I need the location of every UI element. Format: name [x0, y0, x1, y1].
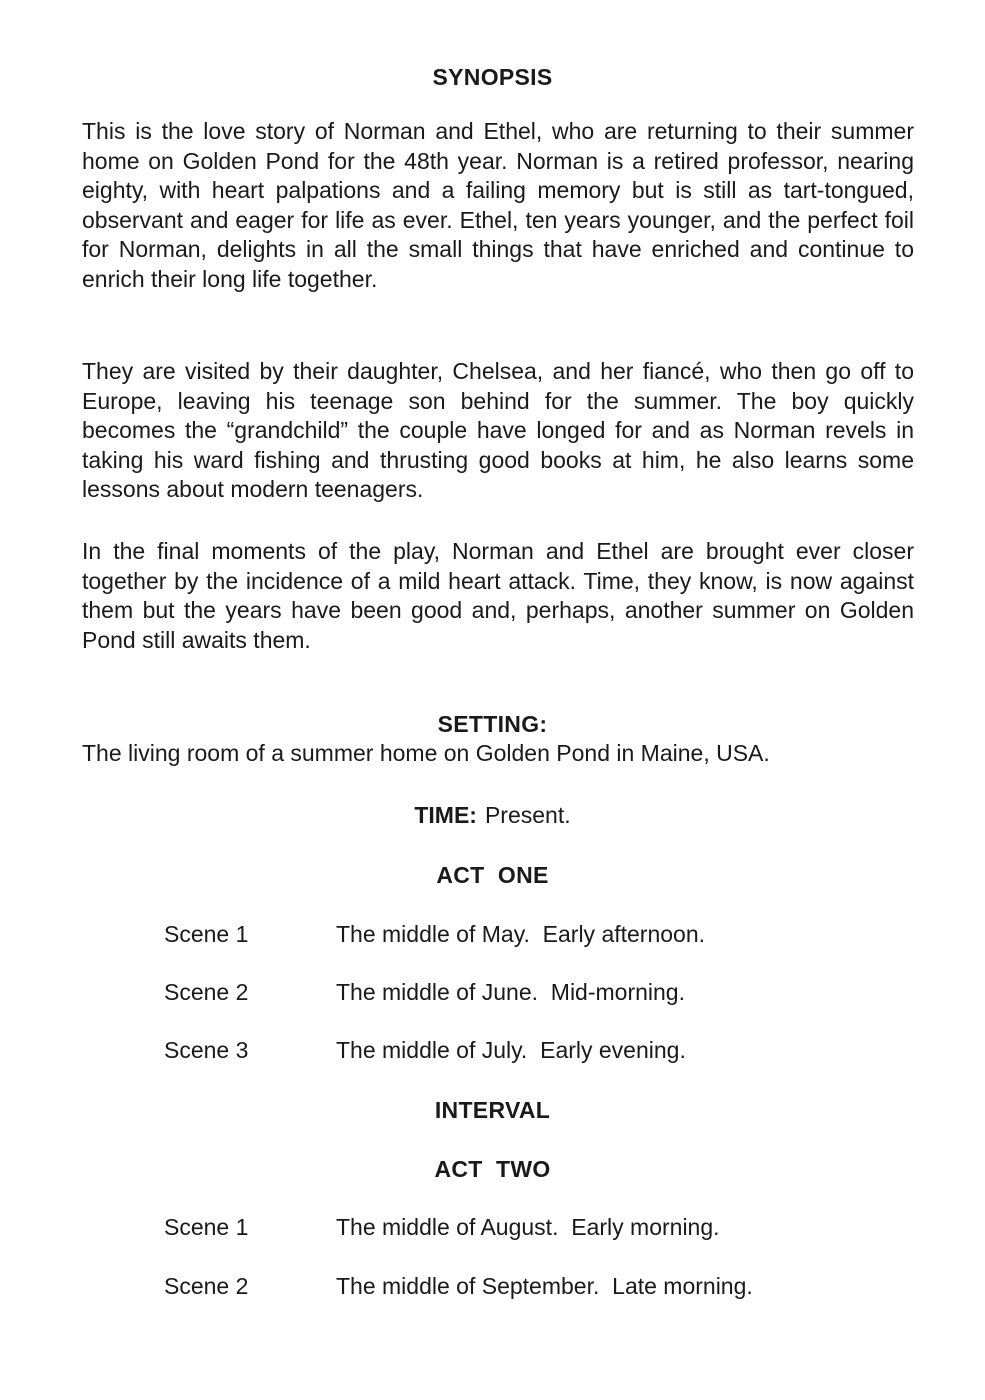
scene-label: Scene 1: [164, 1214, 249, 1240]
scene-label: Scene 1: [164, 921, 249, 947]
scene-label: Scene 2: [164, 979, 249, 1005]
time-value: Present.: [484, 802, 571, 828]
setting-description: The living room of a summer home on Golden Pond in Maine, USA.: [82, 740, 770, 766]
scene-label: Scene 3: [164, 1037, 249, 1063]
time-label: TIME:: [414, 802, 477, 828]
synopsis-paragraph-2: They are visited by their daughter, Chelsea, and her fiancé, who then go off to Europe, leaving his teenage son behind for the summer. The boy quickly becomes the “grandchild” the couple have longed for and as Norman revels in taking his ward fishing and thrusting good books at him, he also learns some lessons about modern teenagers.: [82, 358, 914, 503]
synopsis-heading: SYNOPSIS: [432, 64, 553, 90]
act-one-heading: ACT ONE: [436, 862, 549, 888]
scene-description: The middle of June. Mid-morning.: [336, 979, 685, 1005]
setting-heading: SETTING:: [437, 711, 548, 737]
scene-label: Scene 2: [164, 1273, 249, 1299]
scene-description: The middle of May. Early afternoon.: [336, 921, 706, 947]
synopsis-paragraph-1: This is the love story of Norman and Ethel, who are returning to their summer home on Golden Pond for the 48th year. Norman is a retired professor, nearing eighty, with heart palpations and a failing memory but is still as tart-tongued, observant and eager for life as ever. Ethel, ten years younger, and the perfect foil for Norman, delights in all the small things that have enriched and continue to enrich their long life together.: [82, 118, 914, 292]
act-two-heading: ACT TWO: [434, 1156, 551, 1182]
interval-heading: INTERVAL: [434, 1097, 551, 1123]
synopsis-paragraph-3: In the final moments of the play, Norman and Ethel are brought ever closer together by the incidence of a mild heart attack. Time, they know, is now against them but the years have been good and, perhaps, another summer on Golden Pond still awaits them.: [82, 538, 914, 653]
scene-description: The middle of September. Late morning.: [336, 1273, 753, 1299]
scene-description: The middle of August. Early morning.: [336, 1214, 720, 1240]
scene-description: The middle of July. Early evening.: [336, 1037, 686, 1063]
time-line: [0, 802, 985, 829]
